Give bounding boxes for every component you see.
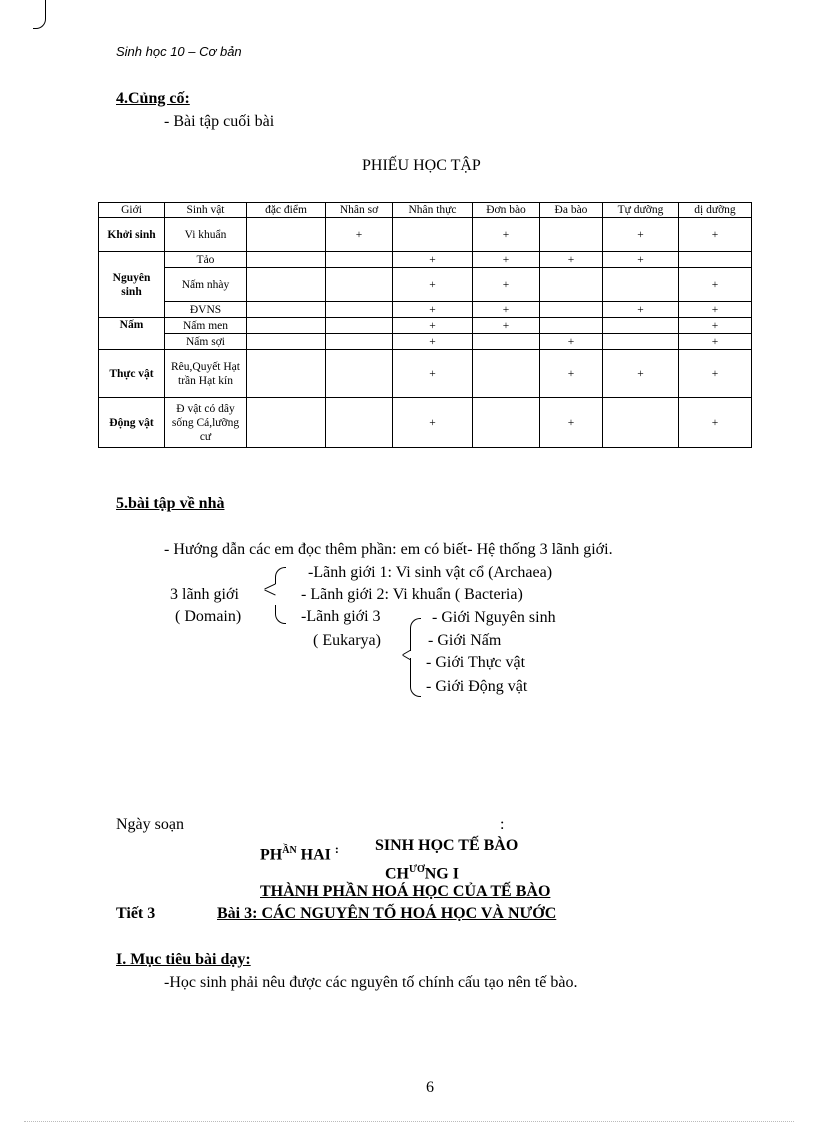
eukarya-1: - Giới Nguyên sinh — [432, 609, 556, 626]
objectives-title: I. Mục tiêu bài dạy: — [116, 951, 251, 968]
chapter-label: $CH^{ƯƠ}NG$ I — [385, 864, 459, 883]
col-header: Nhân thực — [393, 203, 473, 218]
table-row — [99, 398, 752, 448]
mark-cell: + — [679, 218, 752, 252]
mark-cell: + — [393, 398, 473, 448]
brace-icon — [275, 567, 286, 584]
table-row — [99, 334, 752, 350]
col-header: Đơn bào — [473, 203, 540, 218]
col-header: dị dưỡng — [679, 203, 752, 218]
domain-3-sub: ( Eukarya) — [313, 632, 381, 649]
mark-cell: + — [603, 350, 679, 398]
ngay-soan-label: Ngày soạn — [116, 816, 184, 833]
mark-cell: + — [603, 302, 679, 318]
table-row — [99, 350, 752, 398]
corner-mark — [33, 0, 46, 29]
organism-cell: Tảo — [165, 252, 247, 268]
mark-cell: + — [603, 218, 679, 252]
col-header: Đa bào — [540, 203, 603, 218]
part-name: SINH HỌC TẾ BÀO — [375, 837, 519, 854]
table-row — [99, 302, 752, 318]
col-header: Giới — [99, 203, 165, 218]
page-number: 6 — [426, 1079, 434, 1096]
col-header: Tự dưỡng — [603, 203, 679, 218]
table-row — [99, 218, 752, 252]
eukarya-4: - Giới Động vật — [426, 678, 528, 695]
organism-cell: Đ vật có dây sống Cá,lưỡng cư — [165, 398, 247, 448]
mark-cell: + — [679, 350, 752, 398]
mark-cell: + — [603, 252, 679, 268]
brace-icon — [410, 658, 421, 697]
mark-cell: + — [393, 302, 473, 318]
mark-cell: + — [393, 334, 473, 350]
kingdom-cell: Thực vật — [99, 350, 165, 398]
mark-cell: + — [679, 302, 752, 318]
brace-icon — [264, 590, 275, 596]
brace-icon — [275, 605, 286, 624]
ngay-soan-colon: : — [500, 816, 505, 833]
mark-cell: + — [679, 268, 752, 302]
mark-cell: + — [326, 218, 393, 252]
page-header: Sinh học 10 – Cơ bản — [116, 44, 242, 59]
kingdom-cell: Động vật — [99, 398, 165, 448]
mark-cell: + — [473, 218, 540, 252]
brace-icon — [264, 584, 275, 590]
col-header: Nhân sơ — [326, 203, 393, 218]
worksheet-table — [98, 202, 752, 448]
col-header: đặc điểm — [247, 203, 326, 218]
kingdom-cell: Nấm — [99, 318, 165, 350]
mark-cell: + — [540, 334, 603, 350]
table-row — [99, 268, 752, 302]
section-5-title: 5.bài tập về nhà — [116, 495, 225, 512]
table-header-row — [99, 203, 752, 218]
brace-icon — [410, 618, 421, 651]
lesson-title: Bài 3: CÁC NGUYÊN TỐ HOÁ HỌC VÀ NƯỚC — [217, 905, 557, 922]
kingdom-cell: Nguyên sinh — [99, 252, 165, 318]
section-4-item: - Bài tập cuối bài — [164, 113, 275, 130]
footer-divider — [24, 1121, 794, 1122]
mark-cell: + — [473, 302, 540, 318]
eukarya-2: - Giới Nấm — [428, 632, 502, 649]
mark-cell: + — [540, 350, 603, 398]
mark-cell: + — [393, 268, 473, 302]
organism-cell: Vi khuẩn — [165, 218, 247, 252]
mark-cell: + — [473, 268, 540, 302]
kingdom-cell: Khởi sinh — [99, 218, 165, 252]
mark-cell: + — [393, 252, 473, 268]
mark-cell: + — [393, 350, 473, 398]
organism-cell: ĐVNS — [165, 302, 247, 318]
domain-sub: ( Domain) — [175, 608, 242, 625]
chapter-title: THÀNH PHẦN HOÁ HỌC CỦA TẾ BÀO — [260, 883, 551, 900]
table-row — [99, 318, 752, 334]
part-title: $PH^{ẦN}$ HAI : — [260, 842, 339, 864]
mark-cell: + — [540, 398, 603, 448]
mark-cell: + — [473, 318, 540, 334]
objective-1: -Học sinh phải nêu được các nguyên tố chính cấu tạo nên tế bào. — [164, 974, 578, 991]
organism-cell: Nấm sợi — [165, 334, 247, 350]
mark-cell: + — [393, 318, 473, 334]
col-header: Sinh vật — [165, 203, 247, 218]
organism-cell: Rêu,Quyết Hạt trần Hạt kín — [165, 350, 247, 398]
mark-cell: + — [473, 252, 540, 268]
domain-2: - Lãnh giới 2: Vi khuẩn ( Bacteria) — [301, 586, 523, 603]
tiet-label: Tiết 3 — [116, 905, 156, 922]
domain-1: -Lãnh giới 1: Vi sinh vật cổ (Archaea) — [308, 564, 553, 581]
domain-3: -Lãnh giới 3 — [301, 608, 381, 625]
mark-cell: + — [679, 334, 752, 350]
section-4-title: 4.Củng cố: — [116, 90, 190, 107]
mark-cell: + — [679, 398, 752, 448]
worksheet-title: PHIẾU HỌC TẬP — [362, 157, 481, 174]
organism-cell: Nấm nhày — [165, 268, 247, 302]
eukarya-3: - Giới Thực vật — [426, 654, 526, 671]
section-5-intro: - Hướng dẫn các em đọc thêm phần: em có biết- Hệ thống 3 lãnh giới. — [164, 541, 613, 558]
mark-cell: + — [540, 252, 603, 268]
domain-label: 3 lãnh giới — [170, 586, 239, 603]
mark-cell: + — [679, 318, 752, 334]
table-row — [99, 252, 752, 268]
organism-cell: Nấm men — [165, 318, 247, 334]
